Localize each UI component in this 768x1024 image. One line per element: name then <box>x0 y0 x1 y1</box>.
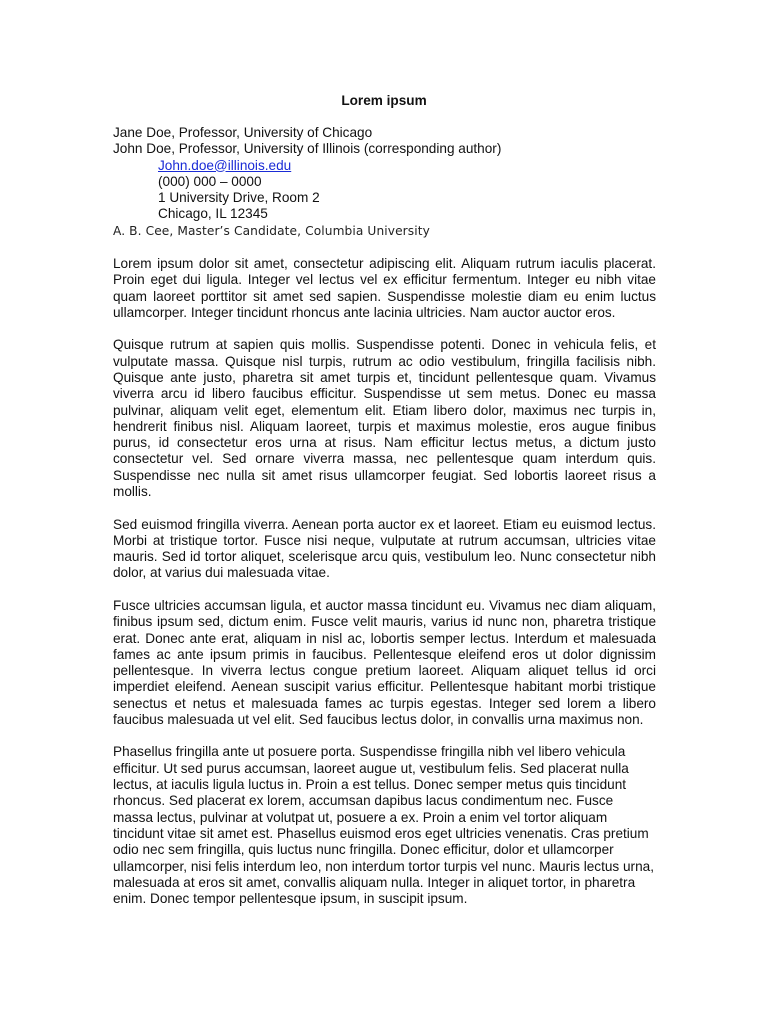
author-ab-cee: A. B. Cee, Master’s Candidate, Columbia University <box>113 223 430 238</box>
document-title: Lorem ipsum <box>341 93 427 108</box>
author-email-link[interactable]: John.doe@illinois.edu <box>158 157 292 173</box>
author-jane-doe: Jane Doe, Professor, University of Chicago <box>113 125 373 140</box>
body-paragraph-1: Lorem ipsum dolor sit amet, consectetur adipiscing elit. Aliquam rutrum iaculis placerat. Proin eget dui ligula. Integer vel lectus vel ex efficitur fermentum. Integer eu nibh vitae quam laoreet porttitor sit amet sed sapien. Suspendisse molestie diam eu enim luctus ullamcorper. Integer tincidunt rhoncus ante lacinia ultricies. Nam auctor auctor eros. <box>113 256 656 320</box>
author-john-doe: John Doe, Professor, University of Illinois (corresponding author) <box>113 141 502 157</box>
contact-address-city: Chicago, IL 12345 <box>158 206 268 222</box>
contact-address-street: 1 University Drive, Room 2 <box>158 190 320 206</box>
body-paragraph-5: Phasellus fringilla ante ut posuere porta. Suspendisse fringilla nibh vel libero vehicula efficitur. Ut sed purus accumsan, laoreet augue ut, vestibulum felis. Sed placerat nulla lectus, at iaculis ligula luctus in. Proin a est tellus. Donec semper metus quis tincidunt rhoncus. Sed placerat ex lorem, accumsan dapibus lacus condimentum nec. Fusce massa lectus, pulvinar at volutpat ut, posuere a ex. Proin a enim vel tortor aliquam tincidunt vitae sit amet est. Phasellus euismod eros eget ultricies venenatis. Cras pretium odio nec sem fringilla, quis luctus nunc fringilla. Donec efficitur, dolor et ullamcorper ullamcorper, nisi felis interdum leo, non interdum tortor turpis vel nunc. Mauris lectus urna, malesuada at eros sit amet, convallis aliquam nulla. Integer in aliquet tortor, in pharetra enim. Donec tempor pellentesque ipsum, in suscipit ipsum. <box>113 744 654 907</box>
author-block <box>113 125 673 239</box>
contact-phone: (000) 000 – 0000 <box>158 173 262 189</box>
document-body <box>113 256 656 924</box>
body-paragraph-4: Fusce ultricies accumsan ligula, et auctor massa tincidunt eu. Vivamus nec diam aliquam, finibus ipsum sed, dictum enim. Fusce velit mauris, varius id nunc non, pharetra tristique erat. Donec ante erat, aliquam in nisl ac, lobortis semper lectus. Interdum et malesuada fames ac ante ipsum primis in faucibus. Pellentesque eleifend eros ut dolor dignissim pellentesque. In viverra lectus congue pretium laoreet. Aliquam aliquet tellus id orci imperdiet eleifend. Aenean suscipit varius efficitur. Pellentesque habitant morbi tristique senectus et netus et malesuada fames ac turpis egestas. Integer sed lorem a libero faucibus malesuada ut vel elit. Sed faucibus lectus dolor, in convallis urna maximus non. <box>113 597 656 727</box>
body-paragraph-3: Sed euismod fringilla viverra. Aenean porta auctor ex et laoreet. Etiam eu euismod lectus. Morbi at tristique tortor. Fusce nisi neque, vulputate at rutrum accumsan, ultricies vitae mauris. Sed id tortor aliquet, scelerisque arcu quis, vestibulum leo. Nunc consectetur nibh dolor, at varius dui malesuada vitae. <box>113 516 656 581</box>
body-paragraph-2: Quisque rutrum at sapien quis mollis. Suspendisse potenti. Donec in vehicula felis, et vulputate massa. Quisque nisl turpis, rutrum ac odio vestibulum, fringilla facilisis nibh. Quisque ante justo, pharetra sit amet turpis et, tincidunt pellentesque quam. Vivamus viverra arcu id libero faucibus efficitur. Suspendisse ut sem metus. Donec eu massa pulvinar, aliquam velit eget, elementum elit. Etiam libero dolor, maximus nec turpis in, hendrerit finibus nisl. Aliquam laoreet, turpis et maximus molestie, eros augue finibus purus, id consectetur eros urna at risus. Nam efficitur lectus metus, a dictum justo consectetur vel. Sed ornare viverra massa, nec pellentesque quam interdum quis. Suspendisse nec nulla sit amet risus ullamcorper feugiat. Sed lobortis laoreet risus a mollis. <box>113 337 656 500</box>
contact-email-line <box>113 158 673 174</box>
